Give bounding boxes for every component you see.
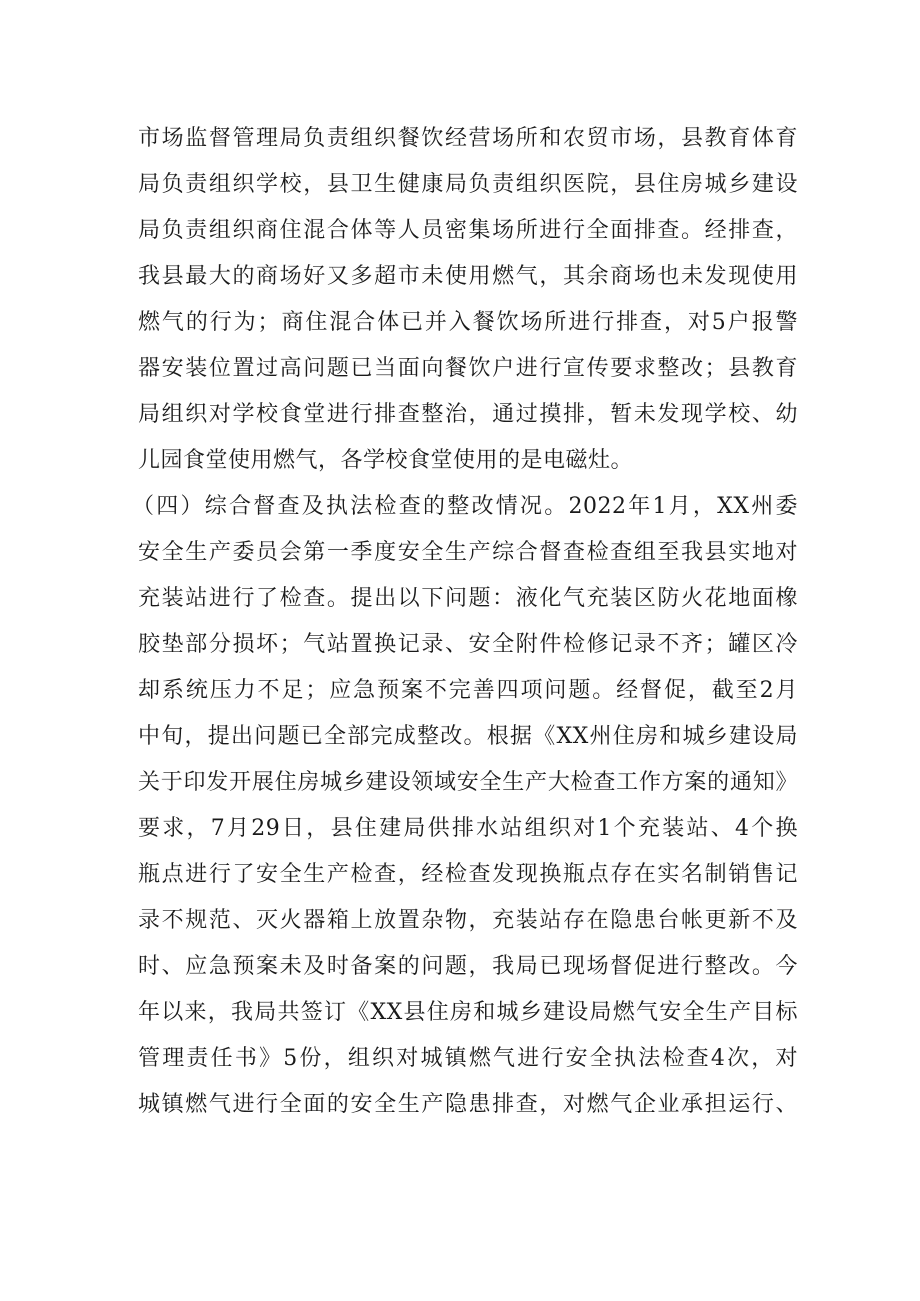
text-line: 燃气的行为；商住混合体已并入餐饮场所进行排查，对5户报警: [138, 310, 798, 335]
text-line: 城镇燃气进行全面的安全生产隐患排查，对燃气企业承担运行、: [138, 1092, 798, 1117]
text-line: 我县最大的商场好又多超市未使用燃气，其余商场也未发现使用: [138, 264, 798, 289]
section-heading-line: （四）综合督查及执法检查的整改情况。2022年1月，XX州委: [132, 494, 798, 519]
text-line: 年以来，我局共签订《XX县住房和城乡建设局燃气安全生产目标: [138, 1000, 798, 1025]
text-line: 关于印发开展住房城乡建设领域安全生产大检查工作方案的通知》: [138, 770, 798, 795]
text-line: 要求，7月29日，县住建局供排水站组织对1个充装站、4个换: [138, 816, 798, 841]
text-line: 安全生产委员会第一季度安全生产综合督查检查组至我县实地对: [138, 540, 798, 565]
text-line: 却系统压力不足；应急预案不完善四项问题。经督促，截至2月: [138, 678, 798, 703]
text-line: 胶垫部分损坏；气站置换记录、安全附件检修记录不齐；罐区冷: [138, 632, 798, 657]
text-line: 局组织对学校食堂进行排查整治，通过摸排，暂未发现学校、幼: [138, 402, 798, 427]
text-line: 市场监督管理局负责组织餐饮经营场所和农贸市场，县教育体育: [138, 126, 798, 151]
text-line: 管理责任书》5份，组织对城镇燃气进行安全执法检查4次，对: [138, 1046, 798, 1071]
text-line: 时、应急预案未及时备案的问题，我局已现场督促进行整改。今: [138, 954, 798, 979]
text-line: 局负责组织商住混合体等人员密集场所进行全面排查。经排查，: [138, 218, 798, 243]
text-line: 瓶点进行了安全生产检查，经检查发现换瓶点存在实名制销售记: [138, 862, 798, 887]
text-line: 局负责组织学校，县卫生健康局负责组织医院，县住房城乡建设: [138, 172, 798, 197]
text-line: 录不规范、灭火器箱上放置杂物，充装站存在隐患台帐更新不及: [138, 908, 798, 933]
text-line: 充装站进行了检查。提出以下问题：液化气充装区防火花地面橡: [138, 586, 798, 611]
text-line: 中旬，提出问题已全部完成整改。根据《XX州住房和城乡建设局: [138, 724, 798, 749]
text-line: 儿园食堂使用燃气，各学校食堂使用的是电磁灶。: [138, 448, 634, 473]
body-text: [132, 116, 798, 1128]
text-line: 器安装位置过高问题已当面向餐饮户进行宣传要求整改；县教育: [138, 356, 798, 381]
